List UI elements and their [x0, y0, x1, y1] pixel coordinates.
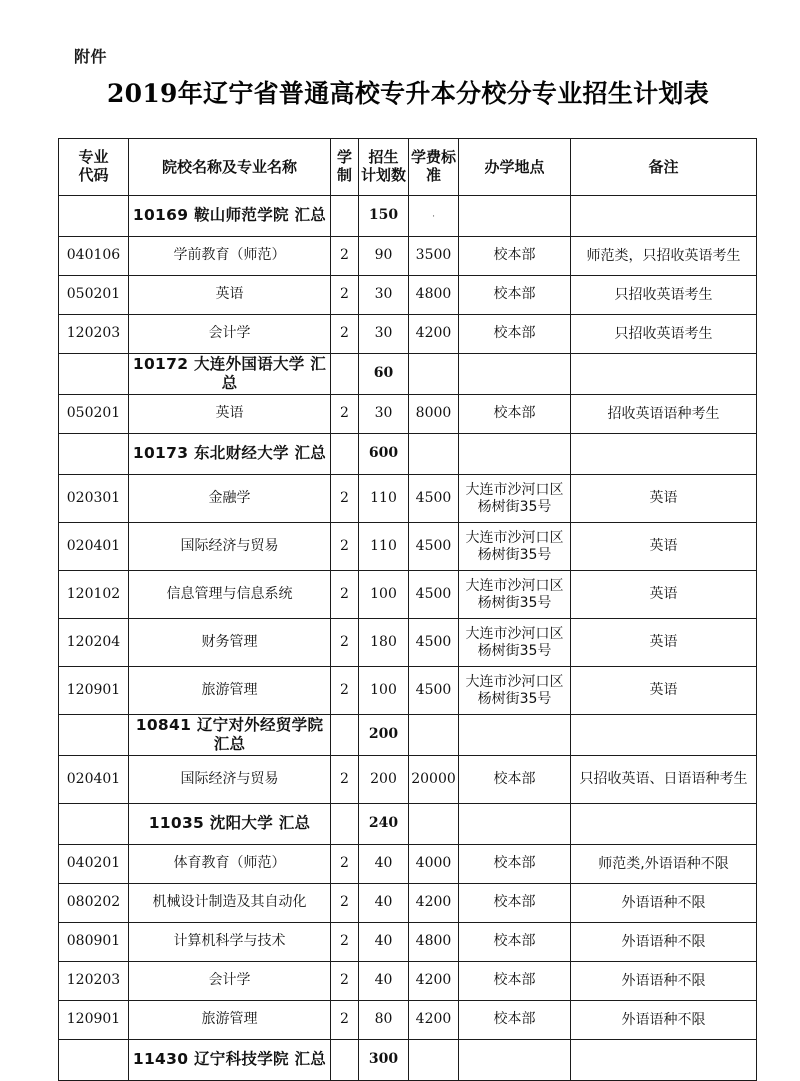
- cell-remarks: [571, 962, 757, 1001]
- cell-major-name: 旅游管理: [129, 1001, 331, 1040]
- table-header-row: [59, 139, 757, 196]
- cell-tuition-standard: [409, 354, 459, 395]
- remarks-text: 只招收英语考生: [614, 325, 713, 342]
- cell-study-years: [331, 196, 359, 237]
- cell-remarks: [571, 475, 757, 523]
- cell-remarks: [571, 804, 757, 845]
- cell-study-years: 2: [331, 523, 359, 571]
- cell-remarks: [571, 237, 757, 276]
- table-row: [59, 667, 757, 715]
- column-header-major-code-line1: 专业: [78, 148, 109, 167]
- admission-plan-table: [58, 138, 757, 1081]
- cell-major-code: 040106: [59, 237, 129, 276]
- cell-enrollment-quota: 300: [359, 1040, 409, 1081]
- cell-major-code: [59, 354, 129, 395]
- cell-study-years: 2: [331, 923, 359, 962]
- column-header-enrollment-quota-line2: 计划数: [360, 166, 406, 184]
- cell-remarks: [571, 434, 757, 475]
- table-row-school-summary: [59, 804, 757, 845]
- table-row: [59, 1001, 757, 1040]
- cell-major-code: 120901: [59, 667, 129, 715]
- cell-tuition-standard: 4500: [409, 619, 459, 667]
- cell-enrollment-quota: 200: [359, 715, 409, 756]
- column-header-enrollment-quota-line1: 招生: [368, 148, 399, 167]
- cell-campus-location: [459, 1040, 571, 1081]
- cell-tuition-standard: 4800: [409, 923, 459, 962]
- remarks-text: 外语语种不限: [621, 972, 706, 989]
- table-row: [59, 884, 757, 923]
- cell-tuition-standard: 4200: [409, 962, 459, 1001]
- cell-major-code: 120203: [59, 315, 129, 354]
- cell-enrollment-quota: 110: [359, 523, 409, 571]
- campus-address-line1: 大连市沙河口区: [465, 530, 564, 547]
- cell-major-name: 会计学: [129, 315, 331, 354]
- cell-major-name: 计算机科学与技术: [129, 923, 331, 962]
- cell-major-name: 英语: [129, 276, 331, 315]
- cell-major-code: 080901: [59, 923, 129, 962]
- cell-campus-location: 校本部: [459, 923, 571, 962]
- cell-study-years: 2: [331, 571, 359, 619]
- table-row-school-summary: [59, 1040, 757, 1081]
- cell-campus-location: 校本部: [459, 884, 571, 923]
- cell-campus-location: [459, 523, 571, 571]
- cell-major-name: 机械设计制造及其自动化: [129, 884, 331, 923]
- campus-address-line1: 大连市沙河口区: [465, 674, 564, 691]
- column-header-tuition-standard-line2: 准: [425, 166, 441, 184]
- cell-major-code: [59, 1040, 129, 1081]
- table-row: [59, 315, 757, 354]
- cell-study-years: 2: [331, 237, 359, 276]
- cell-enrollment-quota: 100: [359, 667, 409, 715]
- cell-enrollment-quota: 150: [359, 196, 409, 237]
- remarks-text: 英语: [649, 634, 678, 651]
- cell-campus-location: 校本部: [459, 276, 571, 315]
- remarks-text: 英语: [649, 538, 678, 555]
- table-row-school-summary: [59, 434, 757, 475]
- column-header-major-code-line2: 代码: [78, 166, 109, 184]
- cell-major-code: [59, 196, 129, 237]
- column-header-study-years-line1: 学: [336, 148, 352, 167]
- remarks-text: 英语: [649, 490, 678, 507]
- cell-remarks: [571, 845, 757, 884]
- cell-study-years: 2: [331, 667, 359, 715]
- cell-tuition-standard: 4200: [409, 1001, 459, 1040]
- cell-study-years: [331, 1040, 359, 1081]
- table-row: [59, 845, 757, 884]
- cell-enrollment-quota: 600: [359, 434, 409, 475]
- cell-study-years: 2: [331, 475, 359, 523]
- cell-remarks: [571, 715, 757, 756]
- cell-remarks: [571, 523, 757, 571]
- cell-study-years: 2: [331, 756, 359, 804]
- campus-address-line2: 杨树街35号: [477, 642, 552, 659]
- cell-campus-location: [459, 434, 571, 475]
- campus-address-line2: 杨树街35号: [477, 594, 552, 611]
- cell-major-name: 旅游管理: [129, 667, 331, 715]
- table-body: [59, 196, 757, 1081]
- cell-major-code: 040201: [59, 845, 129, 884]
- table-row: [59, 276, 757, 315]
- cell-study-years: 2: [331, 962, 359, 1001]
- cell-study-years: 2: [331, 884, 359, 923]
- cell-school-summary-name: 11035 沈阳大学 汇总: [129, 804, 331, 845]
- cell-tuition-standard: 4500: [409, 667, 459, 715]
- cell-campus-location: [459, 667, 571, 715]
- cell-tuition-standard: [409, 804, 459, 845]
- cell-enrollment-quota: 240: [359, 804, 409, 845]
- cell-enrollment-quota: 100: [359, 571, 409, 619]
- cell-major-name: 会计学: [129, 962, 331, 1001]
- cell-study-years: 2: [331, 315, 359, 354]
- remarks-text: 英语: [649, 682, 678, 699]
- cell-major-name: 国际经济与贸易: [129, 523, 331, 571]
- column-header-tuition-standard: [409, 139, 459, 196]
- cell-study-years: [331, 354, 359, 395]
- cell-enrollment-quota: 200: [359, 756, 409, 804]
- column-header-campus-location: 办学地点: [459, 139, 571, 196]
- scan-artifact-dot: ·: [432, 212, 435, 223]
- cell-tuition-standard: 4200: [409, 315, 459, 354]
- cell-study-years: 2: [331, 1001, 359, 1040]
- cell-enrollment-quota: 90: [359, 237, 409, 276]
- cell-major-name: 体育教育（师范）: [129, 845, 331, 884]
- cell-remarks: [571, 196, 757, 237]
- table-row-school-summary: [59, 354, 757, 395]
- campus-address-line2: 杨树街35号: [477, 498, 552, 515]
- cell-major-name: 信息管理与信息系统: [129, 571, 331, 619]
- cell-major-name: 金融学: [129, 475, 331, 523]
- cell-remarks: [571, 923, 757, 962]
- remarks-text: 只招收英语考生: [614, 286, 713, 303]
- cell-study-years: [331, 715, 359, 756]
- cell-enrollment-quota: 30: [359, 276, 409, 315]
- cell-tuition-standard: 4500: [409, 523, 459, 571]
- table-row: [59, 923, 757, 962]
- cell-tuition-standard: 4500: [409, 571, 459, 619]
- cell-enrollment-quota: 110: [359, 475, 409, 523]
- table-row: [59, 571, 757, 619]
- cell-major-name: 学前教育（师范）: [129, 237, 331, 276]
- cell-tuition-standard: 8000: [409, 395, 459, 434]
- cell-campus-location: 校本部: [459, 395, 571, 434]
- cell-remarks: [571, 395, 757, 434]
- remarks-text: 师范类，只招收英语考生: [586, 247, 741, 264]
- cell-remarks: [571, 667, 757, 715]
- cell-campus-location: 校本部: [459, 1001, 571, 1040]
- cell-tuition-standard: 4200: [409, 884, 459, 923]
- cell-enrollment-quota: 180: [359, 619, 409, 667]
- table-row: [59, 475, 757, 523]
- campus-address-line2: 杨树街35号: [477, 690, 552, 707]
- cell-major-code: 020301: [59, 475, 129, 523]
- cell-major-code: [59, 715, 129, 756]
- cell-school-summary-name: 10172 大连外国语大学 汇总: [129, 354, 331, 395]
- cell-campus-location: [459, 196, 571, 237]
- column-header-study-years: [331, 139, 359, 196]
- cell-enrollment-quota: 30: [359, 315, 409, 354]
- cell-study-years: [331, 434, 359, 475]
- cell-remarks: [571, 1040, 757, 1081]
- attachment-label: 附件: [74, 47, 108, 66]
- cell-major-name: 英语: [129, 395, 331, 434]
- cell-study-years: 2: [331, 395, 359, 434]
- table-row-school-summary: [59, 715, 757, 756]
- cell-study-years: [331, 804, 359, 845]
- remarks-text: 外语语种不限: [621, 933, 706, 950]
- cell-school-summary-name: 10841 辽宁对外经贸学院 汇总: [129, 715, 331, 756]
- cell-enrollment-quota: 40: [359, 923, 409, 962]
- cell-major-code: [59, 434, 129, 475]
- cell-tuition-standard: [409, 434, 459, 475]
- cell-enrollment-quota: 60: [359, 354, 409, 395]
- remarks-text: 招收英语语种考生: [607, 405, 720, 422]
- cell-remarks: [571, 315, 757, 354]
- cell-major-code: 120204: [59, 619, 129, 667]
- cell-tuition-standard: [409, 196, 459, 237]
- cell-campus-location: [459, 619, 571, 667]
- cell-campus-location: 校本部: [459, 756, 571, 804]
- cell-school-summary-name: 10169 鞍山师范学院 汇总: [129, 196, 331, 237]
- cell-major-code: 050201: [59, 395, 129, 434]
- cell-enrollment-quota: 40: [359, 884, 409, 923]
- cell-school-summary-name: 11430 辽宁科技学院 汇总: [129, 1040, 331, 1081]
- remarks-text: 外语语种不限: [621, 894, 706, 911]
- page-title: 2019年辽宁省普通高校专升本分校分专业招生计划表: [106, 79, 710, 108]
- cell-campus-location: [459, 354, 571, 395]
- cell-campus-location: [459, 715, 571, 756]
- column-header-major-code: [59, 139, 129, 196]
- cell-major-code: 020401: [59, 523, 129, 571]
- table-row-school-summary: [59, 196, 757, 237]
- cell-major-code: 120102: [59, 571, 129, 619]
- remarks-text: 师范类,外语语种不限: [598, 855, 729, 872]
- cell-remarks: [571, 571, 757, 619]
- cell-study-years: 2: [331, 276, 359, 315]
- cell-enrollment-quota: 80: [359, 1001, 409, 1040]
- remarks-text: 英语: [649, 586, 678, 603]
- cell-major-code: 050201: [59, 276, 129, 315]
- cell-remarks: [571, 756, 757, 804]
- campus-address-line2: 杨树街35号: [477, 546, 552, 563]
- cell-major-code: 020401: [59, 756, 129, 804]
- cell-remarks: [571, 354, 757, 395]
- cell-campus-location: 校本部: [459, 315, 571, 354]
- column-header-remarks: 备注: [571, 139, 757, 196]
- cell-tuition-standard: 3500: [409, 237, 459, 276]
- column-header-school-major-name: 院校名称及专业名称: [129, 139, 331, 196]
- cell-tuition-standard: 4000: [409, 845, 459, 884]
- campus-address-line1: 大连市沙河口区: [465, 482, 564, 499]
- cell-tuition-standard: [409, 715, 459, 756]
- cell-campus-location: [459, 475, 571, 523]
- cell-enrollment-quota: 40: [359, 845, 409, 884]
- cell-school-summary-name: 10173 东北财经大学 汇总: [129, 434, 331, 475]
- cell-remarks: [571, 619, 757, 667]
- cell-campus-location: [459, 571, 571, 619]
- remarks-text: 外语语种不限: [621, 1011, 706, 1028]
- remarks-text: 只招收英语、日语语种考生: [579, 771, 748, 788]
- cell-campus-location: [459, 804, 571, 845]
- cell-remarks: [571, 1001, 757, 1040]
- cell-study-years: 2: [331, 619, 359, 667]
- cell-major-code: 120901: [59, 1001, 129, 1040]
- cell-remarks: [571, 276, 757, 315]
- cell-tuition-standard: 4500: [409, 475, 459, 523]
- cell-study-years: 2: [331, 845, 359, 884]
- campus-address-line1: 大连市沙河口区: [465, 578, 564, 595]
- cell-campus-location: 校本部: [459, 237, 571, 276]
- table-row: [59, 962, 757, 1001]
- cell-major-code: [59, 804, 129, 845]
- cell-major-name: 国际经济与贸易: [129, 756, 331, 804]
- cell-enrollment-quota: 30: [359, 395, 409, 434]
- cell-major-name: 财务管理: [129, 619, 331, 667]
- cell-tuition-standard: 20000: [409, 756, 459, 804]
- column-header-tuition-standard-line1: 学费标: [410, 148, 456, 167]
- cell-campus-location: 校本部: [459, 962, 571, 1001]
- cell-enrollment-quota: 40: [359, 962, 409, 1001]
- campus-address-line1: 大连市沙河口区: [465, 626, 564, 643]
- cell-remarks: [571, 884, 757, 923]
- column-header-study-years-line2: 制: [336, 166, 352, 184]
- table-row: [59, 523, 757, 571]
- table-row: [59, 237, 757, 276]
- cell-campus-location: 校本部: [459, 845, 571, 884]
- cell-tuition-standard: [409, 1040, 459, 1081]
- column-header-enrollment-quota: [359, 139, 409, 196]
- table-row: [59, 619, 757, 667]
- cell-major-code: 080202: [59, 884, 129, 923]
- cell-major-code: 120203: [59, 962, 129, 1001]
- table-row: [59, 395, 757, 434]
- table-row: [59, 756, 757, 804]
- cell-tuition-standard: 4800: [409, 276, 459, 315]
